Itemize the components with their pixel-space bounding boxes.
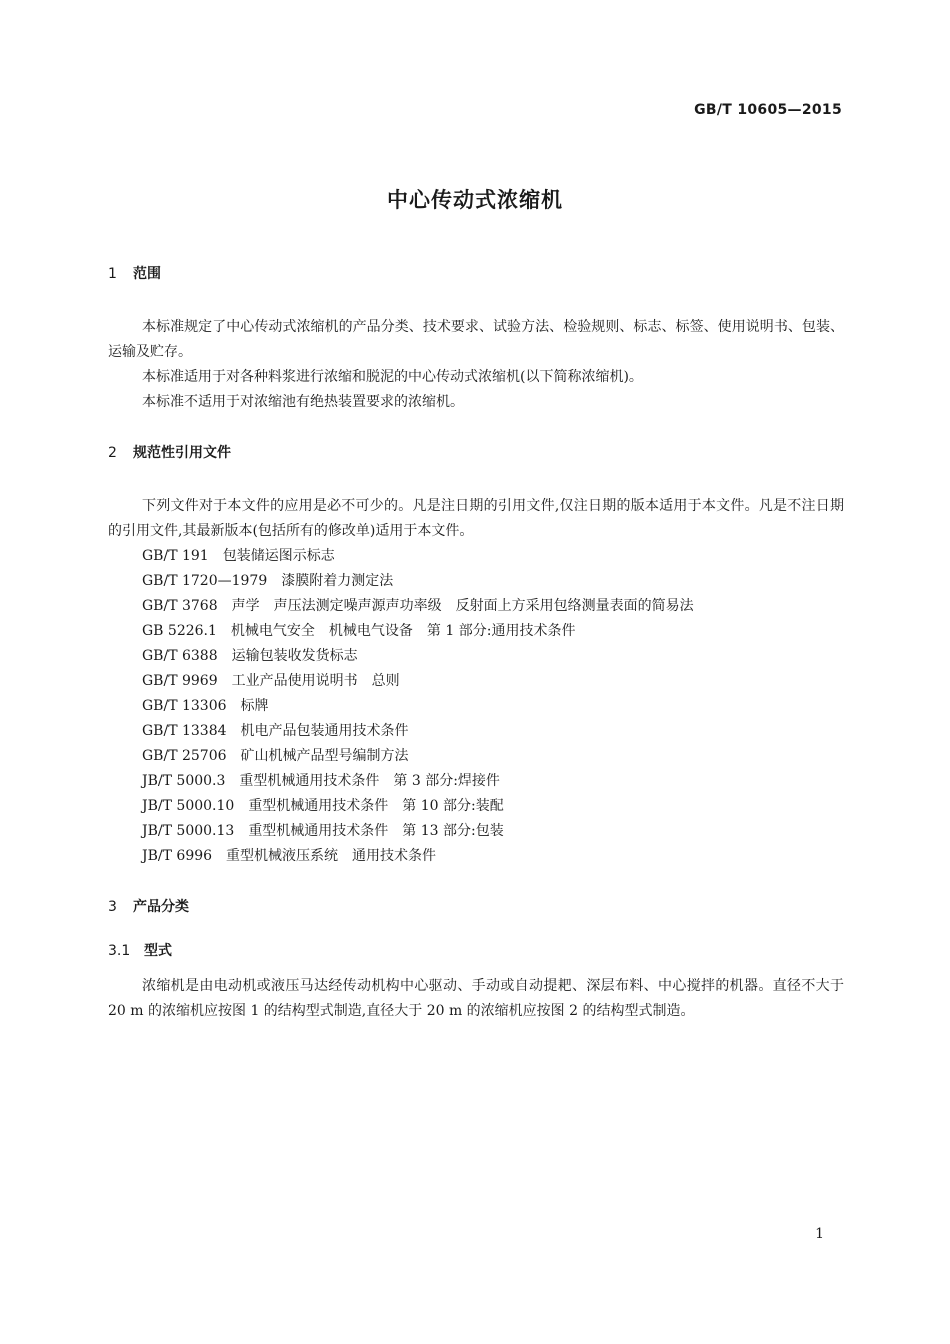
reference-item xyxy=(108,794,844,819)
section-title: 产品分类 xyxy=(133,899,189,915)
scope-paragraph: 本标准规定了中心传动式浓缩机的产品分类、技术要求、试验方法、检验规则、标志、标签、使用说明书、包装、运输及贮存。 xyxy=(108,319,844,360)
reference-code: GB 5226.1 xyxy=(142,623,217,639)
reference-code: JB/T 5000.13 xyxy=(142,823,235,839)
reference-code: JB/T 5000.10 xyxy=(142,798,235,814)
reference-title: 重型机械液压系统 通用技术条件 xyxy=(226,848,437,864)
reference-code: GB/T 9969 xyxy=(142,673,218,689)
scope-paragraph: 本标准适用于对各种料浆进行浓缩和脱泥的中心传动式浓缩机(以下简称浓缩机)。 xyxy=(142,369,643,385)
reference-code: GB/T 25706 xyxy=(142,748,227,764)
reference-title: 重型机械通用技术条件 第 10 部分:装配 xyxy=(248,798,504,814)
references-intro: 下列文件对于本文件的应用是必不可少的。凡是注日期的引用文件,仅注日期的版本适用于本文件。凡是不注日期的引用文件,其最新版本(包括所有的修改单)适用于本文件。 xyxy=(108,498,844,539)
reference-title: 工业产品使用说明书 总则 xyxy=(231,673,400,689)
reference-code: GB/T 13384 xyxy=(142,723,227,739)
reference-code: JB/T 5000.3 xyxy=(142,773,226,789)
reference-item xyxy=(108,619,844,644)
standard-number: GB/T 10605—2015 xyxy=(694,102,842,118)
reference-item xyxy=(108,819,844,844)
document-body xyxy=(108,263,844,1024)
reference-item xyxy=(108,719,844,744)
reference-title: 声学 声压法测定噪声源声功率级 反射面上方采用包络测量表面的简易法 xyxy=(231,598,694,614)
reference-title: 矿山机械产品型号编制方法 xyxy=(240,748,409,764)
subsection-number: 3.1 xyxy=(108,943,131,959)
reference-code: JB/T 6996 xyxy=(142,848,213,864)
subsection-title: 型式 xyxy=(144,943,172,959)
section-number: 3 xyxy=(108,899,117,915)
section-title: 范围 xyxy=(133,266,161,282)
reference-item xyxy=(108,744,844,769)
reference-title: 机电产品包装通用技术条件 xyxy=(240,723,409,739)
document-title: 中心传动式浓缩机 xyxy=(387,188,563,212)
reference-item xyxy=(108,569,844,594)
reference-item xyxy=(108,544,844,569)
reference-item xyxy=(108,644,844,669)
reference-title: 运输包装收发货标志 xyxy=(231,648,358,664)
section-heading-product-classification xyxy=(108,896,844,918)
reference-title: 标牌 xyxy=(240,698,269,714)
reference-title: 包装储运图示标志 xyxy=(222,548,335,564)
reference-item xyxy=(108,594,844,619)
subsection-heading-type xyxy=(108,940,844,962)
reference-item xyxy=(108,669,844,694)
reference-title: 重型机械通用技术条件 第 3 部分:焊接件 xyxy=(239,773,500,789)
section-heading-normative-references xyxy=(108,442,844,464)
reference-item xyxy=(108,769,844,794)
scope-paragraph: 本标准不适用于对浓缩池有绝热装置要求的浓缩机。 xyxy=(142,394,464,410)
reference-title: 机械电气安全 机械电气设备 第 1 部分:通用技术条件 xyxy=(230,623,576,639)
page-number: 1 xyxy=(815,1226,824,1242)
section-number: 1 xyxy=(108,266,117,282)
section-heading-scope xyxy=(108,263,844,285)
reference-item xyxy=(108,844,844,869)
reference-item xyxy=(108,694,844,719)
reference-title: 漆膜附着力测定法 xyxy=(281,573,394,589)
reference-title: 重型机械通用技术条件 第 13 部分:包装 xyxy=(248,823,504,839)
reference-code: GB/T 1720—1979 xyxy=(142,573,268,589)
section-title: 规范性引用文件 xyxy=(133,445,231,461)
reference-code: GB/T 191 xyxy=(142,548,209,564)
reference-code: GB/T 6388 xyxy=(142,648,218,664)
reference-code: GB/T 13306 xyxy=(142,698,227,714)
type-paragraph: 浓缩机是由电动机或液压马达经传动机构中心驱动、手动或自动提耙、深层布料、中心搅拌的机器。直径不大于 20 m 的浓缩机应按图 1 的结构型式制造,直径大于 20 m 的浓缩机应按图 2 的结构型式制造。 xyxy=(108,978,844,1019)
section-number: 2 xyxy=(108,445,117,461)
reference-list xyxy=(108,544,844,869)
reference-code: GB/T 3768 xyxy=(142,598,218,614)
